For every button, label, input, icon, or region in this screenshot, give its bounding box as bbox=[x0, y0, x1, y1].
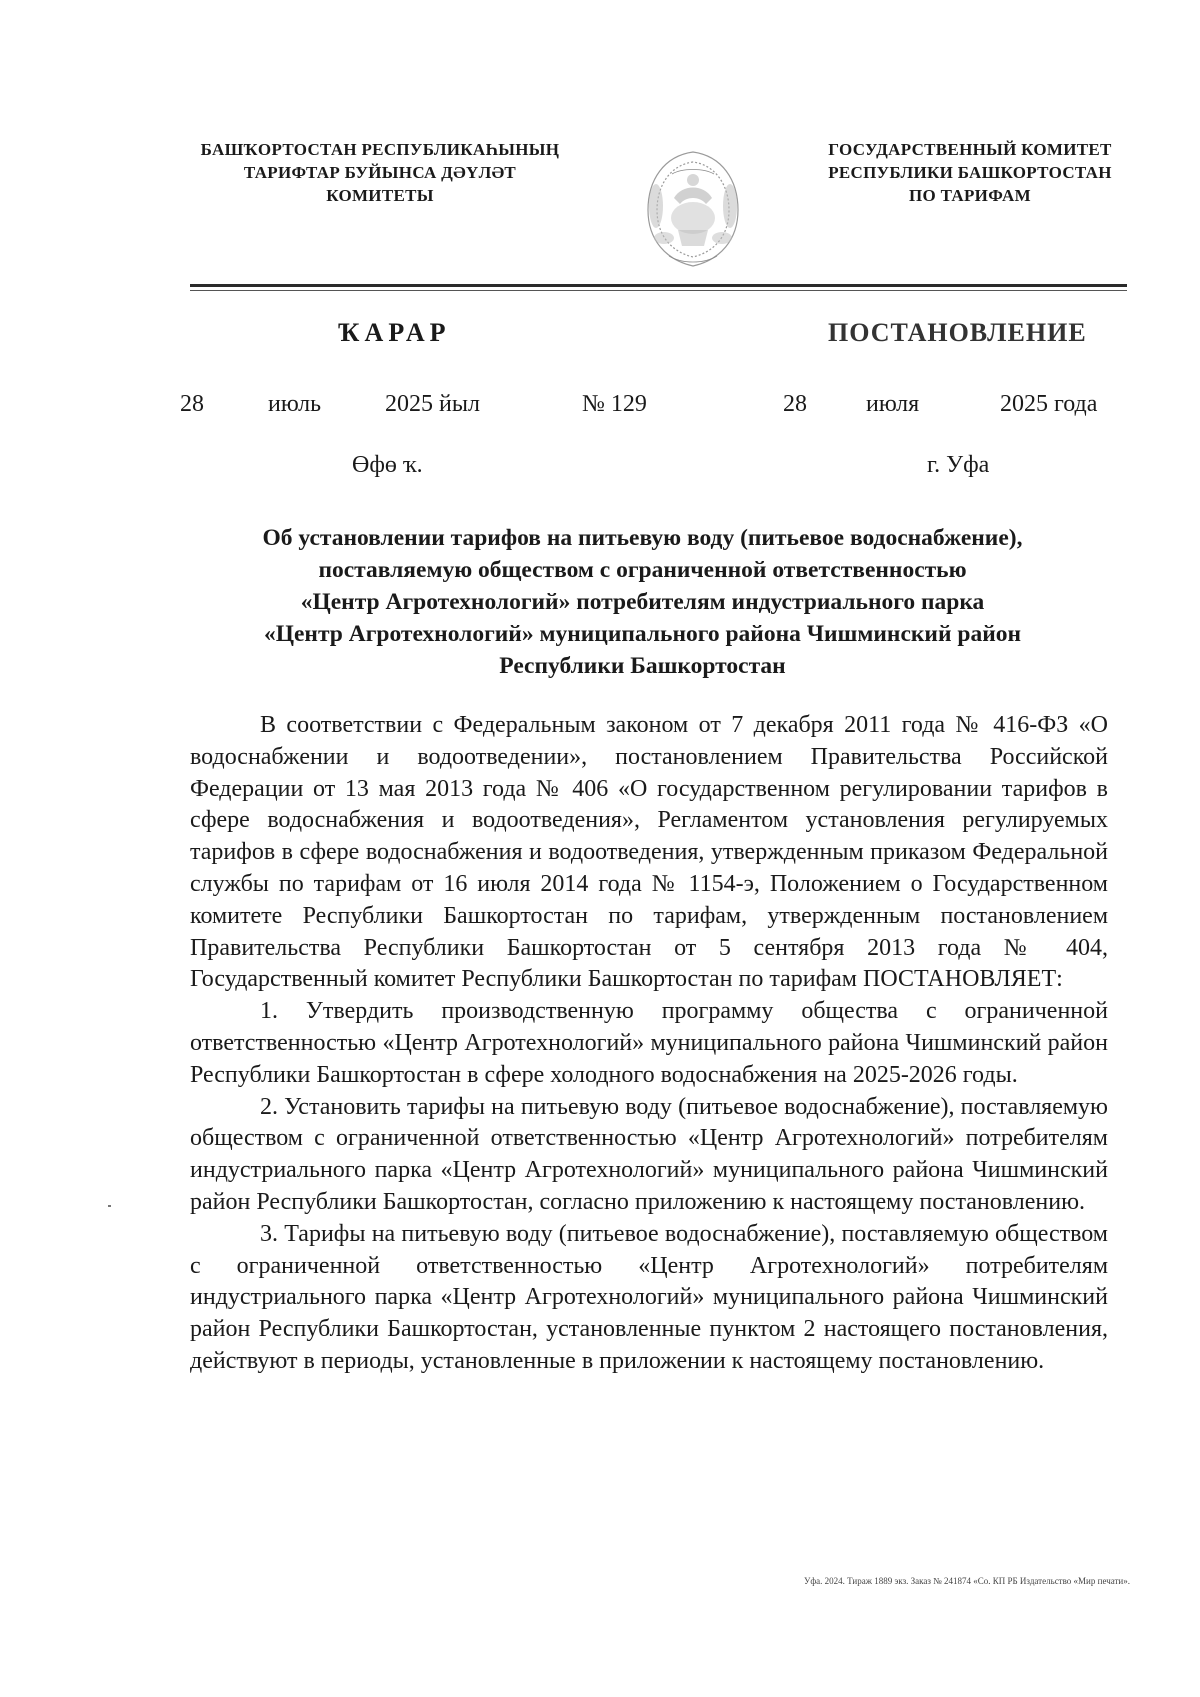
header-right-line: ПО ТАРИФАМ bbox=[909, 186, 1031, 205]
header-divider-thick bbox=[190, 284, 1127, 287]
date-right-day: 28 bbox=[783, 391, 807, 417]
header-right-line: ГОСУДАРСТВЕННЫЙ КОМИТЕТ bbox=[828, 140, 1112, 159]
clause-3-paragraph: 3. Тарифы на питьевую воду (питьевое водоснабжение), поставляемую обществом с ограниченной ответственностью «Центр Агротехнологий» потребителям индустриального парка «Центр Агротехнологий» муниципального района Чишминский район Республики Башкортостан, установленные пунктом 2 настоящего постановления, действуют в периоды, установленные в приложении к настоящему постановлению. bbox=[190, 1220, 1108, 1374]
document-number: № 129 bbox=[582, 391, 647, 417]
header-left-bashkir bbox=[150, 138, 610, 207]
header-left-line: КОМИТЕТЫ bbox=[326, 186, 434, 205]
preamble-paragraph: В соответствии с Федеральным законом от 7 декабря 2011 года № 416-ФЗ «О водоснабжении и водоотведении», постановлением Правительства Российской Федерации от 13 мая 2013 года № 406 «О государственном регулировании тарифов в сфере водоснабжения и водоотведения», Регламентом установления регулируемых тарифов в сфере водоснабжения и водоотведения, утвержденным приказом Федеральной службы по тарифам от 16 июля 2014 года № 1154-э, Положением о Государственном комитете Республики Башкортостан по тарифам, утвержденным постановлением Правительства Республики Башкортостан от 5 сентября 2013 года № 404, Государственный комитет Республики Башкортостан по тарифам ПОСТАНОВЛЯЕТ: bbox=[190, 712, 1108, 993]
city-russian: г. Уфа bbox=[927, 452, 990, 478]
header-right-russian bbox=[790, 138, 1150, 207]
header-right-line: РЕСПУБЛИКИ БАШКОРТОСТАН bbox=[828, 163, 1112, 182]
document-kind-russian: ПОСТАНОВЛЕНИЕ bbox=[828, 318, 1087, 347]
clause-2-paragraph: 2. Установить тарифы на питьевую воду (питьевое водоснабжение), поставляемую обществом с ограниченной ответственностью «Центр Агротехнологий» потребителям индустриального парка «Центр Агротехнологий» муниципального района Чишминский район Республики Башкортостан, согласно приложению к настоящему постановлению. bbox=[190, 1093, 1108, 1215]
title-line: «Центр Агротехнологий» потребителям индустриального парка bbox=[300, 589, 985, 615]
header-divider-thin bbox=[190, 290, 1127, 291]
header-left-line: ТАРИФТАР БУЙЫНСА ДӘҮЛӘТ bbox=[243, 163, 517, 182]
title-line: «Центр Агротехнологий» муниципального района Чишминский район bbox=[263, 621, 1022, 647]
date-left-year: 2025 йыл bbox=[385, 391, 480, 417]
title-line: Республики Башкортостан bbox=[499, 653, 786, 679]
coat-of-arms-emblem-icon bbox=[634, 146, 752, 272]
title-line: поставляемую обществом с ограниченной ответственностью bbox=[318, 557, 967, 583]
header-left-line: БАШҠОРТОСТАН РЕСПУБЛИКАҺЫНЫҢ bbox=[200, 140, 560, 159]
scan-speck bbox=[108, 1205, 111, 1207]
clause-1-paragraph: 1. Утвердить производственную программу общества с ограниченной ответственностью «Центр Агротехнологий» муниципального района Чишминский район Республики Башкортостан в сфере холодного водоснабжения на 2025-2026 годы. bbox=[190, 998, 1108, 1088]
city-bashkir: Өфө ҡ. bbox=[352, 452, 423, 478]
document-body bbox=[190, 710, 1108, 1378]
document-title bbox=[150, 522, 1135, 682]
date-right-year: 2025 года bbox=[1000, 391, 1098, 417]
print-imprint-footer: Уфа. 2024. Тираж 1889 экз. Заказ № 241874 «Со. КП РБ Издательство «Мир печати». bbox=[803, 1576, 1130, 1586]
document-kind-bashkir: ҠАРАР bbox=[338, 318, 451, 347]
title-line: Об установлении тарифов на питьевую воду (питьевое водоснабжение), bbox=[262, 525, 1023, 551]
date-right-month: июля bbox=[866, 391, 920, 417]
date-left-day: 28 bbox=[180, 391, 204, 417]
date-left-month: июль bbox=[268, 391, 322, 417]
